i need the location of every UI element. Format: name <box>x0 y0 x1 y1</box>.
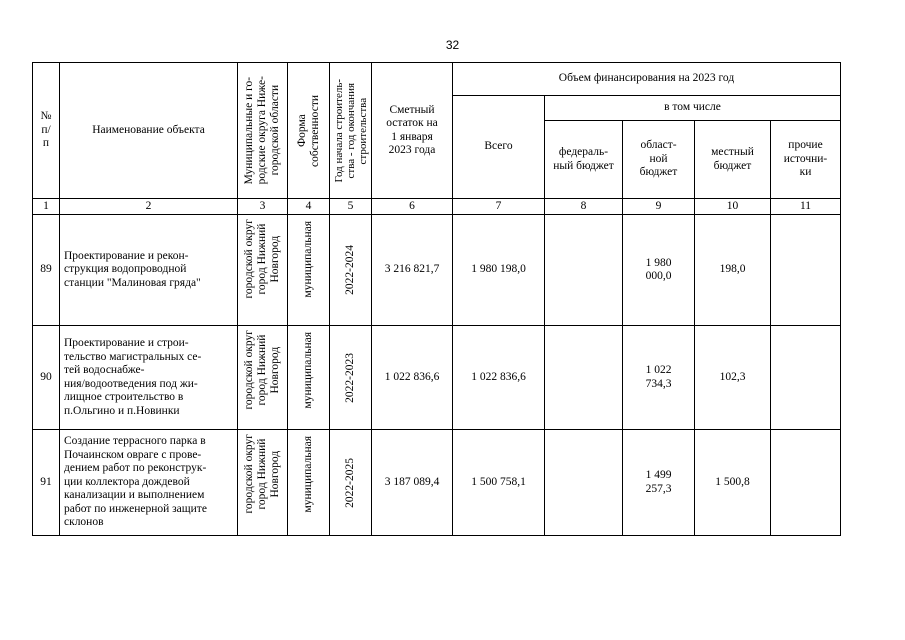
page-number: 32 <box>445 38 460 52</box>
col-number: 10 <box>695 199 771 215</box>
col-number: 6 <box>372 199 453 215</box>
col-number: 3 <box>238 199 288 215</box>
federal <box>545 326 623 430</box>
years: 2022-2025 <box>330 430 372 536</box>
header-municipality: Муниципальные и го- родские округа Ниже- городской области <box>238 63 288 199</box>
col-number: 8 <box>545 199 623 215</box>
col-number: 1 <box>33 199 60 215</box>
col-number: 2 <box>60 199 238 215</box>
federal <box>545 430 623 536</box>
municipality: городской округ город Нижний Новгород <box>238 430 288 536</box>
header-financing: Объем финансирования на 2023 год <box>453 63 841 96</box>
table-row <box>33 430 841 536</box>
years: 2022-2023 <box>330 326 372 430</box>
col-number: 7 <box>453 199 545 215</box>
header-regional: област- ной бюджет <box>623 121 695 199</box>
header-federal: федераль- ный бюджет <box>545 121 623 199</box>
ownership: муниципальная <box>288 430 330 536</box>
object-name: Проектирование и строи- тельство магистральных се- тей водоснабже- ния/водоотведения под жи- лищное строительство в п.Ольгино и п.Новинки <box>60 326 238 430</box>
row-number: 89 <box>33 215 60 326</box>
header-ownership: Форма собственности <box>288 63 330 199</box>
table-row <box>33 326 841 430</box>
other <box>771 215 841 326</box>
col-number: 11 <box>771 199 841 215</box>
years: 2022-2024 <box>330 215 372 326</box>
local: 1 500,8 <box>695 430 771 536</box>
header-including: в том числе <box>545 96 841 121</box>
col-number: 5 <box>330 199 372 215</box>
header-balance: Сметный остаток на 1 января 2023 года <box>372 63 453 199</box>
total: 1 980 198,0 <box>453 215 545 326</box>
row-number: 91 <box>33 430 60 536</box>
header-row <box>33 63 841 96</box>
header-local: местный бюджет <box>695 121 771 199</box>
regional: 1 980 000,0 <box>623 215 695 326</box>
header-object-name: Наименование объекта <box>60 63 238 199</box>
other <box>771 326 841 430</box>
ownership: муниципальная <box>288 215 330 326</box>
total: 1 022 836,6 <box>453 326 545 430</box>
balance: 3 216 821,7 <box>372 215 453 326</box>
balance: 3 187 089,4 <box>372 430 453 536</box>
ownership: муниципальная <box>288 326 330 430</box>
header-total: Всего <box>453 96 545 199</box>
balance: 1 022 836,6 <box>372 326 453 430</box>
local: 102,3 <box>695 326 771 430</box>
financing-table <box>32 62 841 536</box>
column-numbers-row <box>33 199 841 215</box>
header-other: прочие источни- ки <box>771 121 841 199</box>
other <box>771 430 841 536</box>
col-number: 9 <box>623 199 695 215</box>
regional: 1 022 734,3 <box>623 326 695 430</box>
regional: 1 499 257,3 <box>623 430 695 536</box>
object-name: Проектирование и рекон- струкция водопроводной станции "Малиновая гряда" <box>60 215 238 326</box>
table-row <box>33 215 841 326</box>
local: 198,0 <box>695 215 771 326</box>
col-number: 4 <box>288 199 330 215</box>
municipality: городской округ город Нижний Новгород <box>238 215 288 326</box>
header-years: Год начала строитель- ства - год окончания строительства <box>330 63 372 199</box>
total: 1 500 758,1 <box>453 430 545 536</box>
object-name: Создание террасного парка в Почаинском овраге с прове- дением работ по реконструк- ции коллектора дождевой канализации и выполнением работ по инженерной защите склонов <box>60 430 238 536</box>
header-number: № п/ п <box>33 63 60 199</box>
municipality: городской округ город Нижний Новгород <box>238 326 288 430</box>
row-number: 90 <box>33 326 60 430</box>
federal <box>545 215 623 326</box>
